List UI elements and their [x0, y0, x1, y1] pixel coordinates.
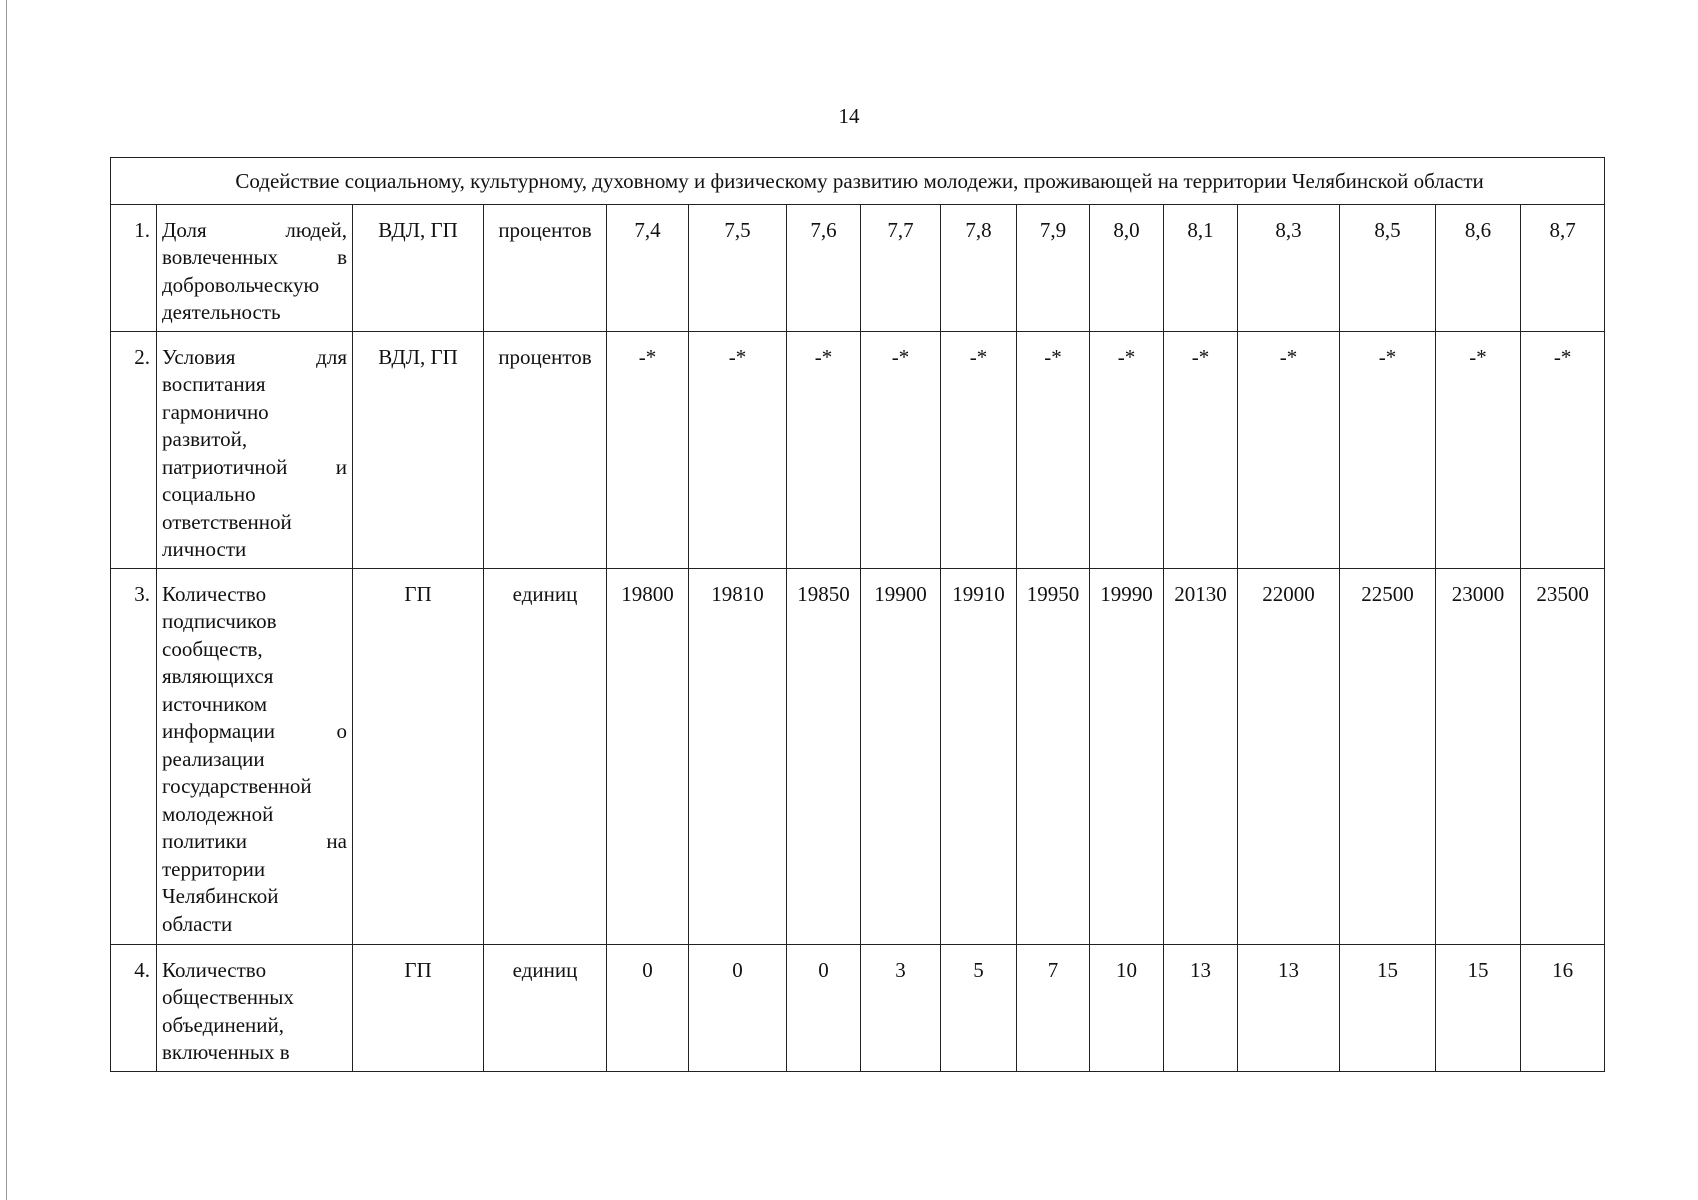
indicator-value: 19910 [941, 568, 1017, 944]
indicator-value: 7,6 [787, 204, 861, 331]
indicator-value: 23000 [1436, 568, 1521, 944]
indicator-name: Количество общественных объединений, включенных в [157, 944, 353, 1071]
indicator-value: 7,9 [1017, 204, 1090, 331]
indicator-value: 19990 [1090, 568, 1164, 944]
indicator-source: ВДЛ, ГП [353, 204, 484, 331]
indicator-value: 19810 [689, 568, 787, 944]
indicator-unit: единиц [484, 944, 607, 1071]
table-row [111, 204, 1605, 331]
indicator-value: 7,4 [607, 204, 689, 331]
section-row [111, 158, 1605, 205]
indicator-value: 8,6 [1436, 204, 1521, 331]
indicator-value: 15 [1340, 944, 1436, 1071]
indicator-value: -* [1521, 331, 1605, 568]
indicator-value: 19950 [1017, 568, 1090, 944]
indicator-value: 22500 [1340, 568, 1436, 944]
indicator-value: -* [607, 331, 689, 568]
indicator-value: 0 [787, 944, 861, 1071]
row-number: 2. [111, 331, 157, 568]
indicator-name: Условия для воспитания гармонично развитой, патриотичной и социально ответственной личности [157, 331, 353, 568]
indicator-value: 8,7 [1521, 204, 1605, 331]
indicator-unit: процентов [484, 331, 607, 568]
indicator-value: 3 [861, 944, 941, 1071]
row-number: 3. [111, 568, 157, 944]
scan-edge-line [6, 0, 7, 1200]
indicator-value: 7 [1017, 944, 1090, 1071]
table-row [111, 331, 1605, 568]
indicator-value: 8,1 [1164, 204, 1238, 331]
indicator-value: 7,5 [689, 204, 787, 331]
indicator-value: 19900 [861, 568, 941, 944]
row-number: 4. [111, 944, 157, 1071]
indicator-value: 13 [1164, 944, 1238, 1071]
indicator-value: -* [861, 331, 941, 568]
indicator-name: Количество подписчиков сообществ, являющихся источником информации о реализации государственной молодежной политики на территории Челябинской области [157, 568, 353, 944]
indicator-unit: единиц [484, 568, 607, 944]
indicator-value: -* [1436, 331, 1521, 568]
indicators-table [110, 157, 1605, 1072]
indicator-value: -* [1090, 331, 1164, 568]
indicator-value: -* [689, 331, 787, 568]
indicator-value: 0 [689, 944, 787, 1071]
indicator-value: 19850 [787, 568, 861, 944]
indicator-value: -* [1238, 331, 1340, 568]
indicator-value: 20130 [1164, 568, 1238, 944]
indicator-value: -* [1017, 331, 1090, 568]
indicator-source: ВДЛ, ГП [353, 331, 484, 568]
indicator-value: 22000 [1238, 568, 1340, 944]
indicator-value: 13 [1238, 944, 1340, 1071]
indicator-value: 15 [1436, 944, 1521, 1071]
indicator-name: Доля людей, вовлеченных в добровольческую деятельность [157, 204, 353, 331]
indicator-value: 19800 [607, 568, 689, 944]
indicator-value: 16 [1521, 944, 1605, 1071]
indicator-value: 8,3 [1238, 204, 1340, 331]
indicator-value: 10 [1090, 944, 1164, 1071]
row-number: 1. [111, 204, 157, 331]
indicator-value: -* [787, 331, 861, 568]
indicator-value: -* [1340, 331, 1436, 568]
indicator-source: ГП [353, 568, 484, 944]
indicator-value: -* [941, 331, 1017, 568]
indicator-source: ГП [353, 944, 484, 1071]
indicator-value: 8,0 [1090, 204, 1164, 331]
page-number: 14 [838, 104, 860, 128]
table-row [111, 944, 1605, 1071]
indicator-value: 7,7 [861, 204, 941, 331]
indicator-value: 23500 [1521, 568, 1605, 944]
indicator-value: 7,8 [941, 204, 1017, 331]
section-heading: Содействие социальному, культурному, духовному и физическому развитию молодежи, проживающей на территории Челябинской области [111, 158, 1605, 205]
indicator-value: 5 [941, 944, 1017, 1071]
indicator-value: 0 [607, 944, 689, 1071]
table-row [111, 568, 1605, 944]
indicator-unit: процентов [484, 204, 607, 331]
indicator-value: 8,5 [1340, 204, 1436, 331]
indicator-value: -* [1164, 331, 1238, 568]
